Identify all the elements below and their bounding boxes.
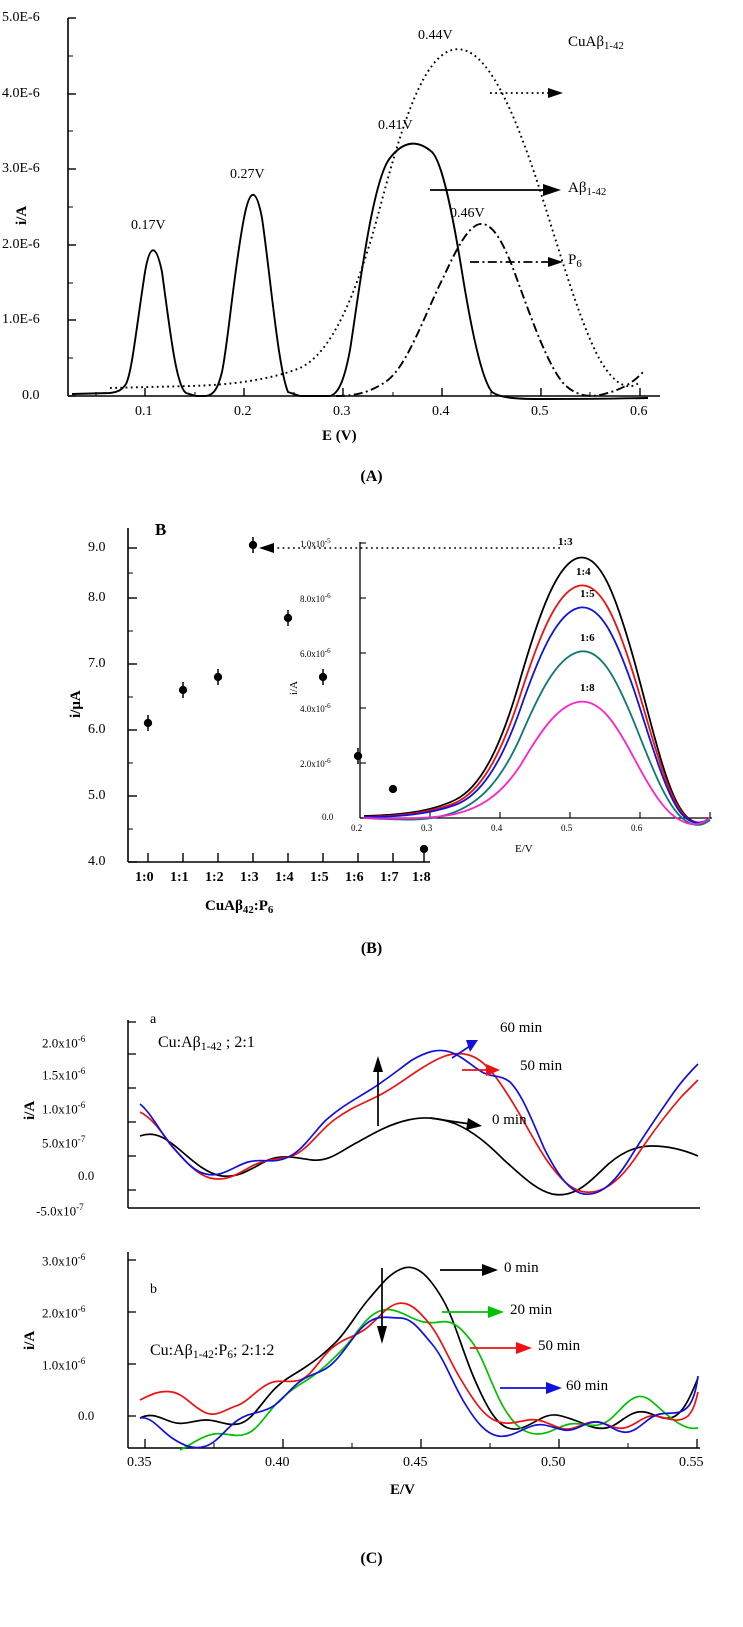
panel-b-caption [0,940,743,958]
panel-a-xtick-2: 0.3 [333,404,351,419]
panel-b-xlabel [205,898,273,916]
panel-c-a-arrow-60 [452,1046,470,1058]
inset-xtick-4: 0.6 [631,823,643,833]
series-label-sub-p6: 6 [576,258,582,271]
series-label-text-cuabeta: CuAβ [568,34,604,50]
panel-a-peak-046: 0.46V [450,206,485,221]
series-label-sub-abeta: 1-42 [586,186,607,199]
panel-c-a-ytick-5 [42,1034,85,1051]
panel-c-a-letter: a [150,1012,157,1027]
panel-c-caption [0,1550,743,1568]
panel-c-a-ylabel: i/A [22,1100,38,1120]
panel-b-xlabel-tail: :P [253,898,268,914]
panel-c-a-ytick-4 [42,1066,85,1083]
arrow-head-abeta [543,184,561,196]
arrow-head-p6 [548,257,563,267]
panel-c-a-arrow-0 [430,1118,470,1124]
inset-ytick-1 [300,757,331,769]
inset-xtick-3: 0.5 [561,823,573,833]
panel-b-ylabel: i/μA [68,690,84,718]
panel-c-b-title-sub: 1-42 [192,1349,214,1362]
panel-c-b-label-60min: 60 min [566,1378,609,1394]
panel-a-ytick-5: 5.0E-6 [2,10,40,25]
inset-ytick-2 [300,702,331,714]
panel-c-b-ytick-3-text: 3.0x10 [42,1253,78,1269]
panel-c-a-label-0min: 0 min [492,1112,527,1128]
panel-b-xtick-7: 1:7 [380,870,399,885]
panel-c-a-ytick-5-exp: -6 [77,1034,86,1044]
inset-curve-label-1-5: 1:5 [580,588,595,600]
panel-b-xtick-0: 1:0 [135,870,154,885]
inset-xtick-0: 0.2 [351,823,363,833]
panel-a-xtick-5: 0.6 [630,404,648,419]
panel-b-xtick-1: 1:1 [170,870,189,885]
curve-c-a-60min [140,1050,698,1194]
panel-b-xlabel-main: CuAβ [205,898,243,914]
panel-c-xtick-4: 0.55 [679,1455,704,1470]
panel-c-b-title-tail: ; 2:1:2 [233,1342,275,1359]
panel-a-ytick-1: 1.0E-6 [2,312,40,327]
curve-c-a-0min [140,1118,698,1195]
series-label-text-abeta: Aβ [568,180,587,196]
panel-c-a-plot [0,1008,743,1238]
panel-c-b-ytick-1-text: 1.0x10 [42,1357,78,1373]
series-label-text-p6: P [568,252,577,268]
panel-c-a-ytick-2-exp: -7 [77,1134,86,1144]
panel-b-plot [0,500,743,930]
panel-b-letter: B [155,520,167,539]
panel-c-caption-text: (C) [360,1550,383,1567]
curve-c-b-50min [140,1303,698,1429]
inset-ytick-5-exp: -5 [324,537,331,545]
panel-b-ytick-1: 5.0 [88,788,106,803]
panel-c-a-title-tail: ; 2:1 [221,1034,255,1051]
panel-a-ylabel: i/A [14,205,30,225]
panel-b-ytick-3: 7.0 [88,656,106,671]
inset-ylabel: i/A [288,680,300,695]
panel-a-xtick-0: 0.1 [135,404,153,419]
panel-c-b-ytick-0 [78,1408,94,1424]
panel-c-b-label-20min: 20 min [510,1302,553,1318]
panel-a [0,0,743,500]
inset-ytick-3-text: 6.0x10 [300,649,325,659]
panel-b-xtick-6: 1:6 [345,870,364,885]
curve-p6 [336,224,643,396]
panel-b-ytick-5: 9.0 [88,540,106,555]
inset-xtick-2: 0.4 [491,823,503,833]
panel-b-caption-text: (B) [360,940,383,957]
panel-c-a-ytick-3 [42,1100,85,1117]
inset-ytick-4 [300,592,331,604]
panel-c-a-label-60min: 60 min [500,1020,543,1036]
inset-ytick-5 [300,537,331,549]
inset-ytick-0-text: 0.0 [322,812,334,822]
panel-c-b-label-50min: 50 min [538,1338,581,1354]
panel-c-a-ytick-3-text: 1.0x10 [42,1101,78,1117]
inset-ytick-3 [300,647,331,659]
inset-ytick-1-text: 2.0x10 [300,759,325,769]
inset-ytick-4-exp: -6 [324,592,331,600]
panel-c-a-arrow-60-head [466,1040,478,1052]
panel-a-series-abeta [568,180,606,198]
inset-ytick-4-text: 8.0x10 [300,594,325,604]
inset-curve-1-3 [364,557,710,822]
panel-c-xtick-2: 0.45 [403,1455,428,1470]
curve-c-a-50min [140,1054,698,1193]
curve-cuabeta [110,49,640,388]
panel-c-a-ytick-0-exp: -7 [76,1202,84,1212]
inset-xlabel: E/V [515,843,533,855]
panel-c-a-ytick-1-text: 0.0 [78,1168,95,1183]
inset-ytick-2-exp: -6 [324,702,331,710]
panel-c-b-arrow-20-head [488,1306,504,1318]
panel-c-a-title [158,1034,255,1053]
panel-c-b-title-sub2: 6 [227,1349,234,1362]
inset-xtick-1: 0.3 [421,823,433,833]
inset-curve-1-5 [364,607,710,822]
panel-a-series-p6 [568,252,582,270]
panel-b-pointer-head [259,543,274,553]
panel-a-peak-044: 0.44V [418,28,453,43]
panel-a-xlabel: E (V) [322,428,357,444]
panel-c-b-ytick-2-exp: -6 [77,1304,86,1314]
panel-a-xtick-1: 0.2 [234,404,252,419]
inset-curve-label-1-8: 1:8 [580,682,595,694]
panel-a-peak-017: 0.17V [131,218,166,233]
inset-ytick-1-exp: -6 [324,757,331,765]
panel-c-b-label-0min: 0 min [504,1260,539,1276]
panel-a-caption [0,468,743,486]
panel-c-a-ytick-2-text: 5.0x10 [42,1135,78,1151]
panel-c-b-title-mid: :P [213,1342,228,1359]
panel-c-xlabel: E/V [390,1482,416,1498]
inset-ytick-2-text: 4.0x10 [300,704,325,714]
panel-c-b-down-arrow-head [377,1326,387,1344]
panel-c-a-ytick-5-text: 2.0x10 [42,1035,78,1051]
panel-c-b-ytick-1-exp: -6 [77,1356,86,1366]
panel-c-a-up-arrow-head [373,1056,383,1072]
panel-a-series-cuabeta [568,34,624,52]
panel-a-ytick-2: 2.0E-6 [2,237,40,252]
panel-c-a-ytick-0-text: -5.0x10 [36,1203,77,1219]
panel-b-xlabel-sub: 42 [242,904,254,917]
panel-b-xlabel-sub2: 6 [267,904,274,917]
panel-b-xtick-8: 1:8 [412,870,431,885]
panel-c-a-ytick-0 [36,1202,84,1219]
panel-b-xtick-3: 1:3 [240,870,259,885]
panel-c-b-ylabel: i/A [22,1330,38,1350]
panel-c-a-ytick-1 [78,1168,94,1184]
curve-c-b-60min [140,1317,698,1447]
panel-b-ytick-0: 4.0 [88,854,106,869]
panel-a-ytick-3: 3.0E-6 [2,161,40,176]
inset-curve-label-1-6: 1:6 [580,632,595,644]
panel-c-b-ytick-0-text: 0.0 [78,1408,95,1423]
panel-b-xtick-2: 1:2 [205,870,224,885]
inset-ytick-5-text: 1.0x10 [300,539,325,549]
panel-c-a-title-sub: 1-42 [200,1041,222,1054]
panel-c-b-letter: b [150,1282,157,1297]
panel-a-plot [0,0,743,460]
panel-b [0,500,743,1000]
panel-c-b-ytick-2-text: 2.0x10 [42,1305,78,1321]
panel-a-ytick-0: 0.0 [22,388,40,403]
panel-c-b-ytick-2 [42,1304,85,1321]
panel-c-a-ytick-4-text: 1.5x10 [42,1067,78,1083]
panel-c-xtick-1: 0.40 [265,1455,290,1470]
inset-curve-1-4 [364,585,710,822]
panel-c-xtick-3: 0.50 [541,1455,566,1470]
panel-b-ytick-4: 8.0 [88,590,106,605]
panel-c-b-ytick-3 [42,1252,85,1269]
arrow-head-cuabeta [548,88,563,98]
panel-a-peak-027: 0.27V [230,167,265,182]
panel-c-b-title-main: Cu:Aβ [150,1342,193,1359]
panel-b-xtick-4: 1:4 [275,870,294,885]
panel-a-xtick-3: 0.4 [432,404,450,419]
panel-c-b-ytick-3-exp: -6 [77,1252,86,1262]
panel-c-a-ytick-4-exp: -6 [77,1066,86,1076]
inset-curve-label-1-4: 1:4 [576,566,591,578]
panel-c-b-plot [0,1238,743,1488]
panel-c-b-arrow-50-head [516,1342,532,1354]
panel-c-xtick-0: 0.35 [127,1455,152,1470]
panel-c-a-ytick-2 [42,1134,85,1151]
panel-c-a-ytick-3-exp: -6 [77,1100,86,1110]
panel-c-a-label-50min: 50 min [520,1058,563,1074]
inset-ytick-0 [322,812,333,822]
panel-c-b-arrow-0-head [482,1264,498,1276]
inset-ytick-3-exp: -6 [324,647,331,655]
panel-c-a-arrow-0-head [466,1118,482,1130]
panel-b-datapoints [145,537,428,852]
panel-b-xtick-5: 1:5 [310,870,329,885]
inset-curve-label-1-3: 1:3 [558,536,573,548]
panel-c-b-arrow-60-head [546,1382,562,1394]
panel-c-a-title-main: Cu:Aβ [158,1034,201,1051]
panel-c-b-title [150,1342,274,1361]
panel-a-xtick-4: 0.5 [531,404,549,419]
panel-a-caption-text: (A) [360,468,383,485]
panel-a-ytick-4: 4.0E-6 [2,86,40,101]
panel-a-peak-041: 0.41V [378,118,413,133]
panel-c-b-ytick-1 [42,1356,85,1373]
series-label-sub-cuabeta: 1-42 [603,40,624,53]
panel-b-ytick-2: 6.0 [88,722,106,737]
panel-c [0,990,743,1627]
